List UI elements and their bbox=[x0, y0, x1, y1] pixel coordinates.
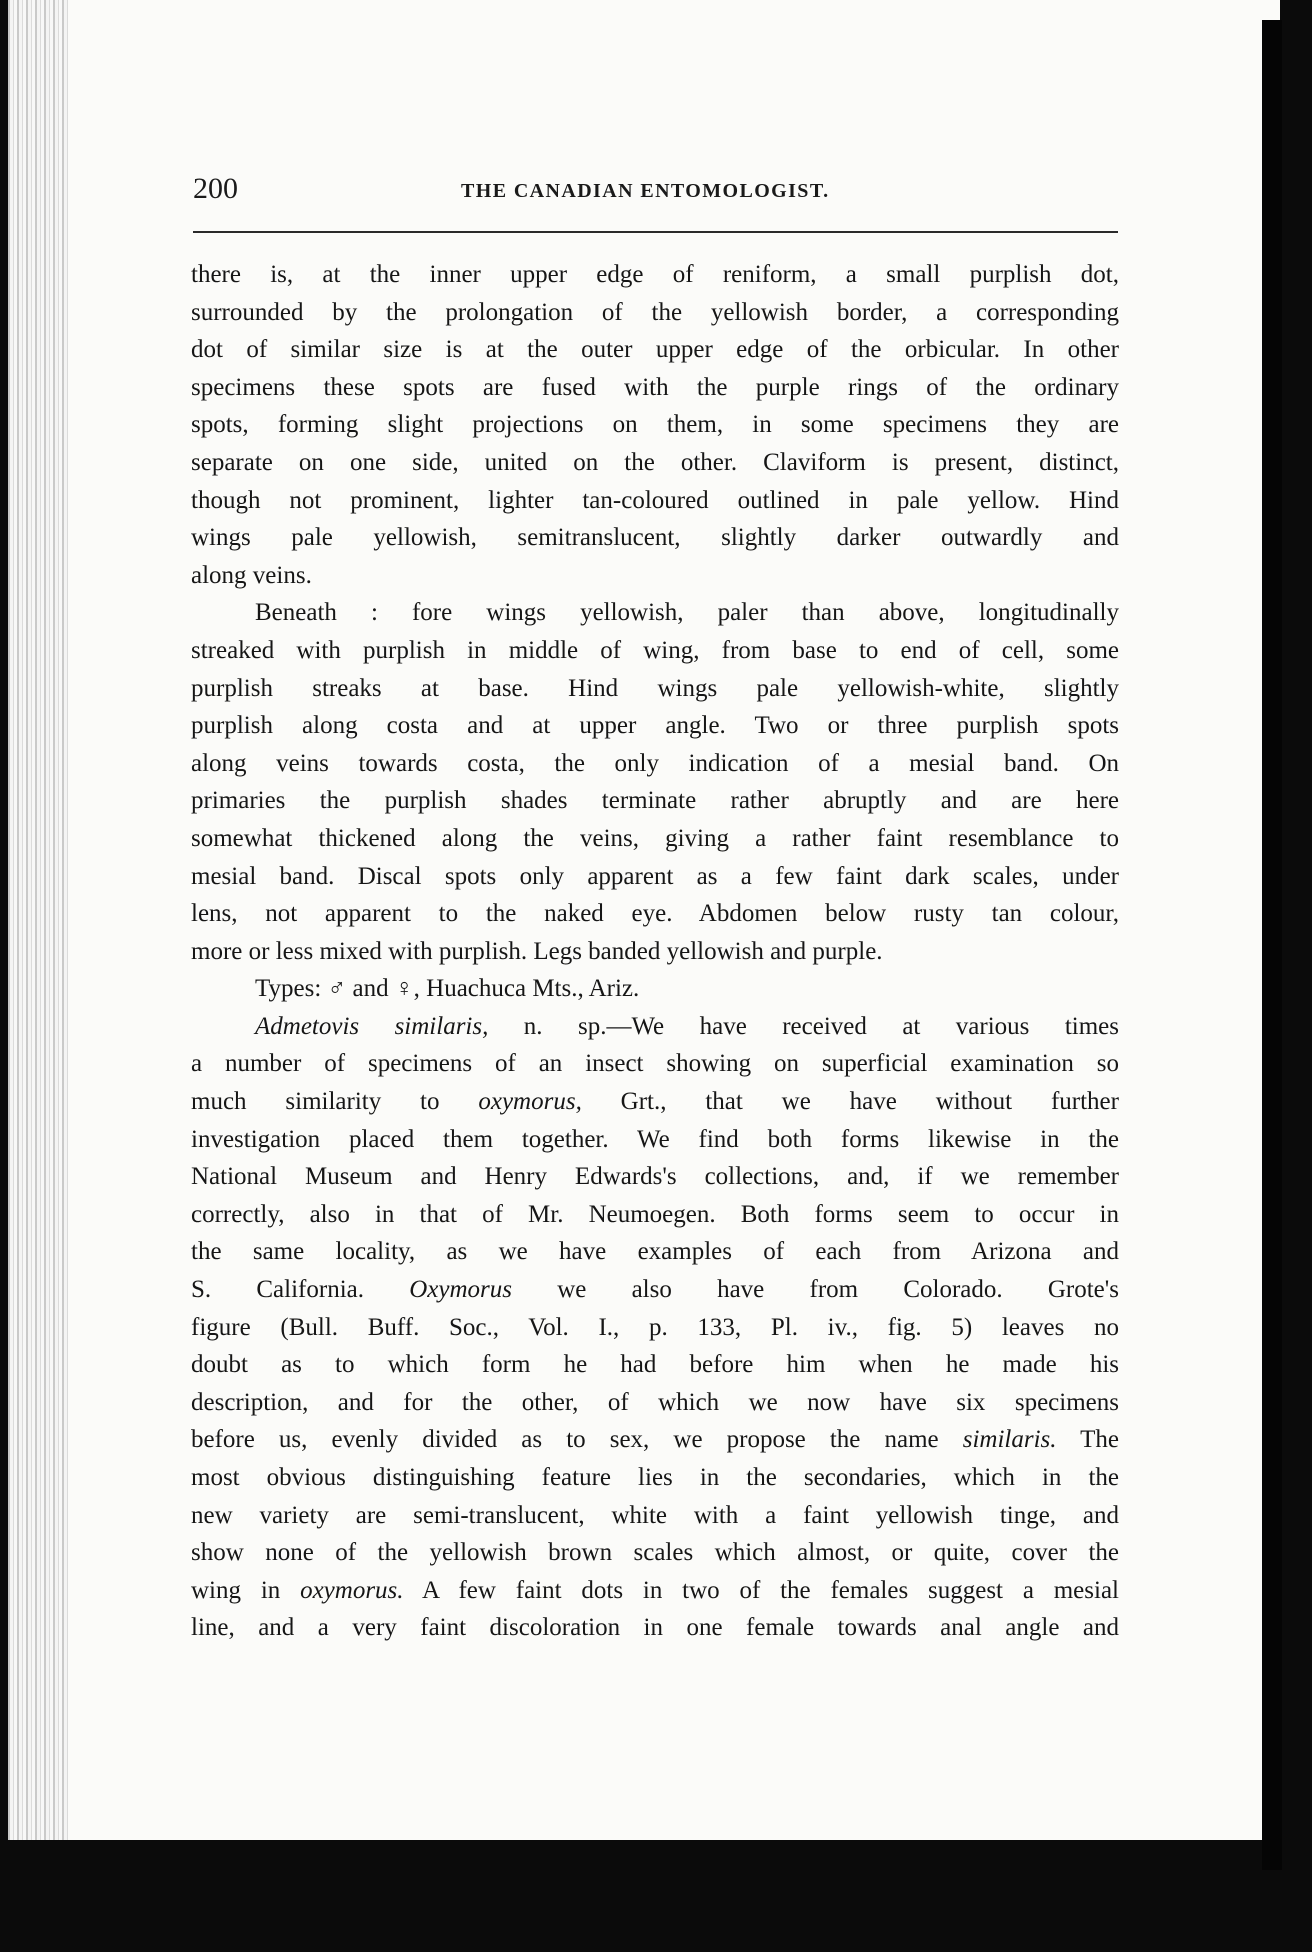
text-line: dot of similar size is at the outer upper edge of the orbicular. In other bbox=[191, 336, 1119, 364]
text-line: National Museum and Henry Edwards's collections, and, if we remember bbox=[191, 1163, 1119, 1191]
text-line: streaked with purplish in middle of wing, from base to end of cell, some bbox=[191, 636, 1119, 664]
text-line: wings pale yellowish, semitranslucent, slightly darker outwardly and bbox=[191, 524, 1119, 552]
text-line: surrounded by the prolongation of the yellowish border, a corresponding bbox=[191, 298, 1119, 326]
text-line: primaries the purplish shades terminate rather abruptly and are here bbox=[191, 787, 1119, 815]
text-line: along veins towards costa, the only indication of a mesial band. On bbox=[191, 749, 1119, 777]
text-line: Beneath : fore wings yellowish, paler than above, longitudinally bbox=[255, 599, 1119, 627]
text-line: though not prominent, lighter tan-coloured outlined in pale yellow. Hind bbox=[191, 486, 1119, 514]
text-line: description, and for the other, of which we now have six specimens bbox=[191, 1388, 1119, 1416]
text-line: along veins. bbox=[191, 561, 312, 589]
text-line: there is, at the inner upper edge of reniform, a small purplish dot, bbox=[191, 261, 1119, 288]
species-name: Admetovis similaris, bbox=[255, 1012, 489, 1040]
text-line: S. California. Oxymorus we also have from Colorado. Grote's bbox=[191, 1276, 1119, 1304]
text-line: much similarity to oxymorus, Grt., that we have without further bbox=[191, 1088, 1119, 1116]
binding-edge bbox=[8, 0, 68, 1840]
text-line: Admetovis similaris, n. sp.—We have received at various times bbox=[255, 1012, 1119, 1040]
text-line: separate on one side, united on the other. Claviform is present, distinct, bbox=[191, 448, 1119, 476]
text-line: line, and a very faint discoloration in one female towards anal angle and bbox=[191, 1614, 1119, 1642]
text-line: spots, forming slight projections on them, in some specimens they are bbox=[191, 411, 1119, 439]
text-line: the same locality, as we have examples of each from Arizona and bbox=[191, 1238, 1119, 1266]
types-line: Types: ♂ and ♀, Huachuca Mts., Ariz. bbox=[255, 975, 640, 1003]
text-line: purplish along costa and at upper angle. Two or three purplish spots bbox=[191, 712, 1119, 740]
text-line: doubt as to which form he had before him when he made his bbox=[191, 1351, 1119, 1379]
text-line: a number of specimens of an insect showing on superficial examination so bbox=[191, 1050, 1119, 1078]
text-line: before us, evenly divided as to sex, we propose the name similaris. The bbox=[191, 1426, 1120, 1454]
text-line: wing in oxymorus. A few faint dots in two of the females suggest a mesial bbox=[191, 1576, 1119, 1604]
text-line: purplish streaks at base. Hind wings pale yellowish-white, slightly bbox=[191, 674, 1119, 702]
text-line: somewhat thickened along the veins, giving a rather faint resemblance to bbox=[191, 824, 1119, 852]
text-line: lens, not apparent to the naked eye. Abdomen below rusty tan colour, bbox=[191, 900, 1119, 928]
text-line: show none of the yellowish brown scales which almost, or quite, cover the bbox=[191, 1539, 1119, 1567]
text-line: specimens these spots are fused with the purple rings of the ordinary bbox=[191, 373, 1119, 401]
page-number: 200 bbox=[193, 172, 238, 205]
text-line: figure (Bull. Buff. Soc., Vol. I., p. 133, Pl. iv., fig. 5) leaves no bbox=[191, 1313, 1119, 1341]
text-line: investigation placed them together. We find both forms likewise in the bbox=[191, 1125, 1119, 1153]
book-page bbox=[8, 0, 1280, 1840]
page-right-edge bbox=[1262, 20, 1282, 1870]
text-line: more or less mixed with purplish. Legs banded yellowish and purple. bbox=[191, 937, 883, 965]
text-line: most obvious distinguishing feature lies in the secondaries, which in the bbox=[191, 1464, 1119, 1491]
body-text bbox=[191, 256, 1119, 1647]
page-header bbox=[193, 172, 1118, 212]
text-line: new variety are semi-translucent, white with a faint yellowish tinge, and bbox=[191, 1501, 1119, 1529]
text-line: correctly, also in that of Mr. Neumoegen. Both forms seem to occur in bbox=[191, 1200, 1119, 1228]
header-rule bbox=[193, 231, 1118, 233]
running-title: THE CANADIAN ENTOMOLOGIST. bbox=[461, 180, 830, 202]
text-line: mesial band. Discal spots only apparent as a few faint dark scales, under bbox=[191, 862, 1119, 890]
